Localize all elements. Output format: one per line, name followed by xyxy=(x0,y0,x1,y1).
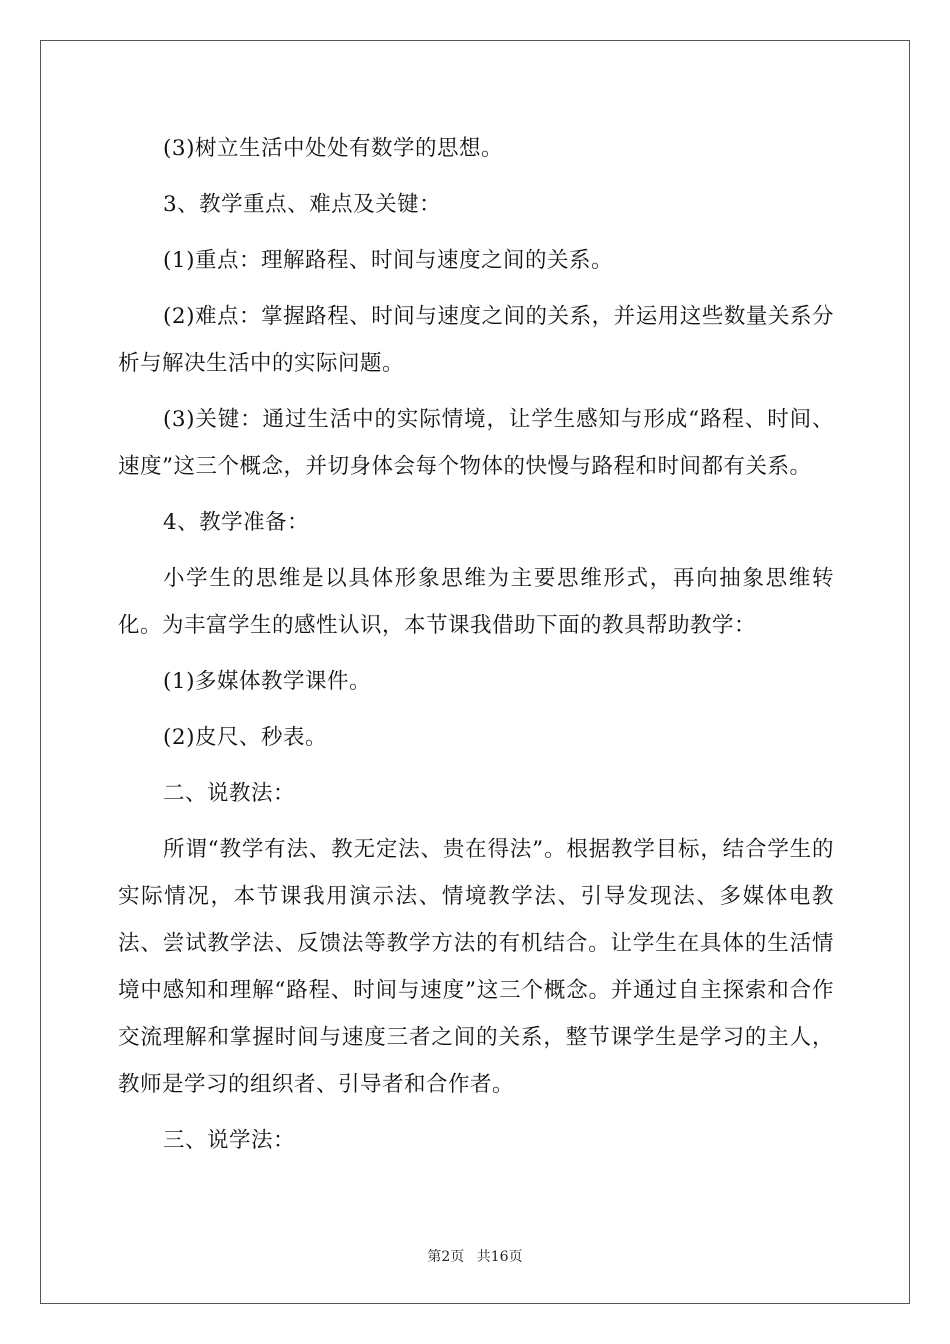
paragraph: 小学生的思维是以具体形象思维为主要思维形式，再向抽象思维转化。为丰富学生的感性认识，本节课我借助下面的教具帮助教学： xyxy=(118,566,834,638)
paragraph: (3)关键：通过生活中的实际情境，让学生感知与形成“路程、时间、速度”这三个概念，并切身体会每个物体的快慢与路程和时间都有关系。 xyxy=(118,407,834,479)
paragraph: (3)树立生活中处处有数学的思想。 xyxy=(163,136,503,161)
paragraph: 二、说教法： xyxy=(163,781,296,806)
paragraph: (1)多媒体教学课件。 xyxy=(163,669,371,694)
paragraph: 三、说学法： xyxy=(163,1128,296,1153)
paragraph: (2)难点：掌握路程、时间与速度之间的关系，并运用这些数量关系分析与解决生活中的实际问题。 xyxy=(118,304,834,376)
paragraph: 3、教学重点、难点及关键： xyxy=(163,192,442,217)
paragraph: 4、教学准备： xyxy=(163,510,310,535)
paragraph: (2)皮尺、秒表。 xyxy=(163,725,327,750)
paragraph: 所谓“教学有法、教无定法、贵在得法”。根据教学目标，结合学生的实际情况，本节课我用演示法、情境教学法、引导发现法、多媒体电教法、尝试教学法、反馈法等教学方法的有机结合。让学生在具体的生活情境中感知和理解“路程、时间与速度”这三个概念。并通过自主探索和合作交流理解和掌握时间与速度三者之间的关系，整节课学生是学习的主人，教师是学习的组织者、引导者和合作者。 xyxy=(118,837,834,1097)
page-footer xyxy=(0,1246,950,1266)
paragraph: (1)重点：理解路程、时间与速度之间的关系。 xyxy=(163,248,613,273)
page-total: 共16页 xyxy=(476,1249,523,1265)
document-body xyxy=(118,125,834,1173)
page-number: 第2页 xyxy=(427,1249,465,1265)
